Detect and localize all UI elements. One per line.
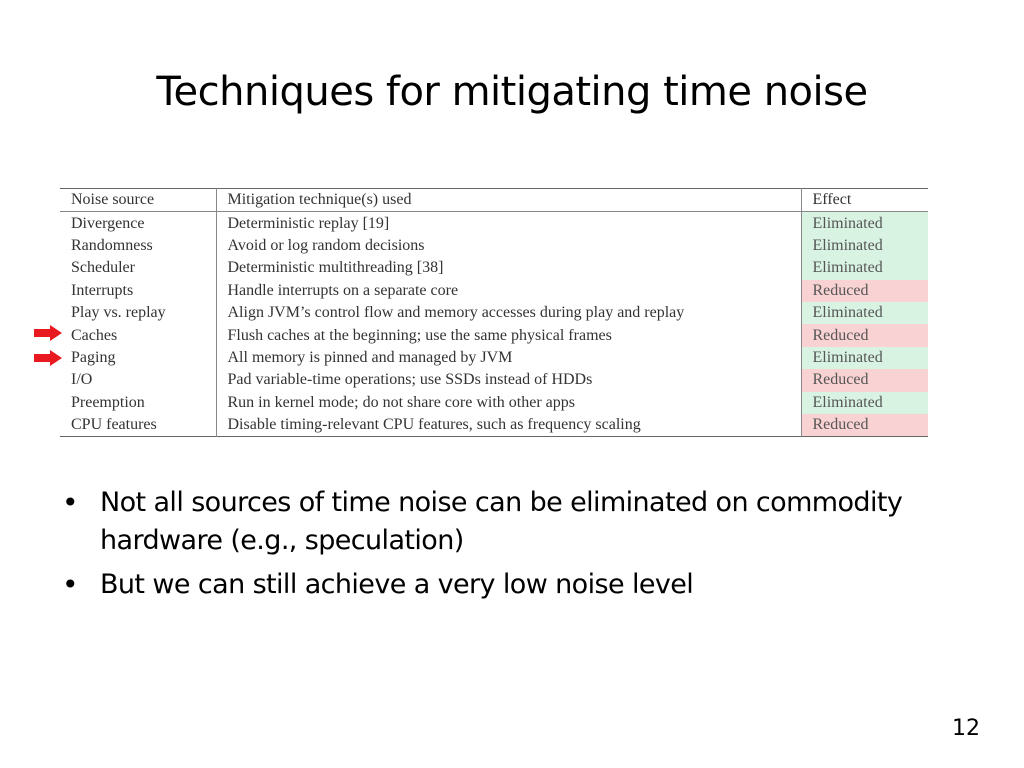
cell-effect: Eliminated bbox=[801, 212, 928, 235]
cell-mitigation-technique: Avoid or log random decisions bbox=[216, 235, 801, 257]
cell-mitigation-technique: Align JVM’s control flow and memory accesses during play and replay bbox=[216, 302, 801, 324]
table-row bbox=[60, 212, 928, 235]
red-right-arrow-icon bbox=[34, 350, 62, 366]
cell-noise-source: I/O bbox=[60, 369, 216, 391]
bullet-text: Not all sources of time noise can be eliminated on commodity hardware (e.g., speculation) bbox=[100, 487, 903, 556]
cell-mitigation-technique: Disable timing-relevant CPU features, such as frequency scaling bbox=[216, 414, 801, 437]
header-mitigation-technique: Mitigation technique(s) used bbox=[216, 189, 801, 212]
table-row bbox=[60, 369, 928, 391]
cell-effect: Eliminated bbox=[801, 392, 928, 414]
table-header-row bbox=[60, 189, 928, 212]
cell-mitigation-technique: All memory is pinned and managed by JVM bbox=[216, 347, 801, 369]
table-body bbox=[60, 212, 928, 437]
cell-noise-source: Play vs. replay bbox=[60, 302, 216, 324]
mitigation-table-container bbox=[60, 188, 928, 437]
cell-noise-source: Randomness bbox=[60, 235, 216, 257]
cell-noise-source: CPU features bbox=[60, 414, 216, 437]
cell-noise-source: Scheduler bbox=[60, 257, 216, 279]
cell-effect: Eliminated bbox=[801, 347, 928, 369]
bullet-item bbox=[62, 566, 982, 604]
table-row bbox=[60, 235, 928, 257]
cell-noise-source: Caches bbox=[60, 324, 216, 346]
table-row bbox=[60, 280, 928, 302]
red-right-arrow-icon bbox=[34, 325, 62, 341]
header-effect: Effect bbox=[801, 189, 928, 212]
bullet-icon: • bbox=[62, 568, 78, 601]
bullet-list bbox=[62, 484, 982, 610]
cell-effect: Eliminated bbox=[801, 257, 928, 279]
mitigation-table bbox=[60, 188, 928, 437]
cell-mitigation-technique: Deterministic replay [19] bbox=[216, 212, 801, 235]
cell-effect: Reduced bbox=[801, 414, 928, 437]
cell-effect: Eliminated bbox=[801, 302, 928, 324]
header-noise-source: Noise source bbox=[60, 189, 216, 212]
cell-noise-source: Divergence bbox=[60, 212, 216, 235]
bullet-text: But we can still achieve a very low noise level bbox=[100, 569, 694, 600]
cell-effect: Eliminated bbox=[801, 235, 928, 257]
bullet-item bbox=[62, 484, 982, 560]
cell-effect: Reduced bbox=[801, 324, 928, 346]
cell-effect: Reduced bbox=[801, 280, 928, 302]
table-row bbox=[60, 392, 928, 414]
cell-noise-source: Paging bbox=[60, 347, 216, 369]
slide-title: Techniques for mitigating time noise bbox=[156, 69, 868, 115]
cell-mitigation-technique: Flush caches at the beginning; use the same physical frames bbox=[216, 324, 801, 346]
bullet-icon: • bbox=[62, 486, 78, 519]
cell-mitigation-technique: Run in kernel mode; do not share core with other apps bbox=[216, 392, 801, 414]
table-row bbox=[60, 257, 928, 279]
cell-mitigation-technique: Pad variable-time operations; use SSDs instead of HDDs bbox=[216, 369, 801, 391]
table-row bbox=[60, 302, 928, 324]
cell-noise-source: Interrupts bbox=[60, 280, 216, 302]
cell-mitigation-technique: Handle interrupts on a separate core bbox=[216, 280, 801, 302]
table-row bbox=[60, 414, 928, 437]
cell-effect: Reduced bbox=[801, 369, 928, 391]
table-row bbox=[60, 347, 928, 369]
cell-noise-source: Preemption bbox=[60, 392, 216, 414]
cell-mitigation-technique: Deterministic multithreading [38] bbox=[216, 257, 801, 279]
page-number: 12 bbox=[952, 716, 980, 741]
table-row bbox=[60, 324, 928, 346]
